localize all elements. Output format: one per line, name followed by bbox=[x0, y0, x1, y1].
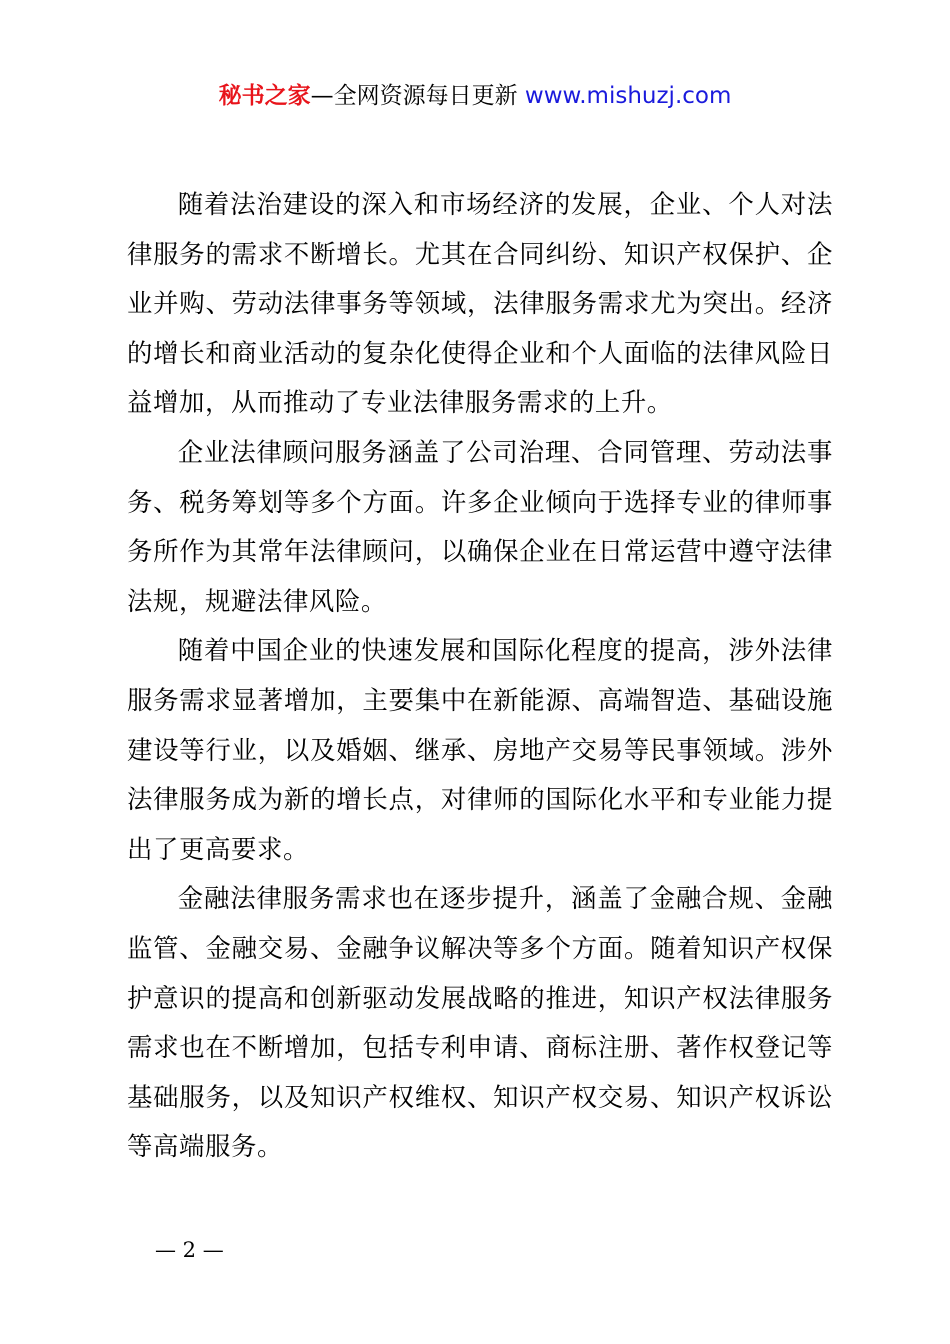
website-link[interactable]: www.mishuzj.com bbox=[524, 83, 732, 109]
paragraph-1: 随着法治建设的深入和市场经济的发展，企业、个人对法律服务的需求不断增长。尤其在合同纠纷、知识产权保护、企业并购、劳动法律事务等领域，法律服务需求尤为突出。经济的增长和商业活动的复杂化使得企业和个人面临的法律风险日益增加，从而推动了专业法律服务需求的上升。 bbox=[127, 189, 833, 418]
header-tagline: —全网资源每日更新 bbox=[310, 83, 518, 109]
document-body bbox=[127, 180, 833, 1172]
page-header bbox=[0, 80, 950, 112]
brand-name: 秘书之家 bbox=[218, 83, 311, 109]
page-number: — 2 — bbox=[155, 1238, 224, 1262]
paragraph-3: 随着中国企业的快速发展和国际化程度的提高，涉外法律服务需求显著增加，主要集中在新能源、高端智造、基础设施建设等行业，以及婚姻、继承、房地产交易等民事领域。涉外法律服务成为新的增长点，对律师的国际化水平和专业能力提出了更高要求。 bbox=[127, 635, 833, 864]
paragraph-4: 金融法律服务需求也在逐步提升，涵盖了金融合规、金融监管、金融交易、金融争议解决等多个方面。随着知识产权保护意识的提高和创新驱动发展战略的推进，知识产权法律服务需求也在不断增加，包括专利申请、商标注册、著作权登记等基础服务，以及知识产权维权、知识产权交易、知识产权诉讼等高端服务。 bbox=[127, 883, 833, 1162]
paragraph-2: 企业法律顾问服务涵盖了公司治理、合同管理、劳动法事务、税务筹划等多个方面。许多企业倾向于选择专业的律师事务所作为其常年法律顾问，以确保企业在日常运营中遵守法律法规，规避法律风险。 bbox=[127, 436, 833, 616]
